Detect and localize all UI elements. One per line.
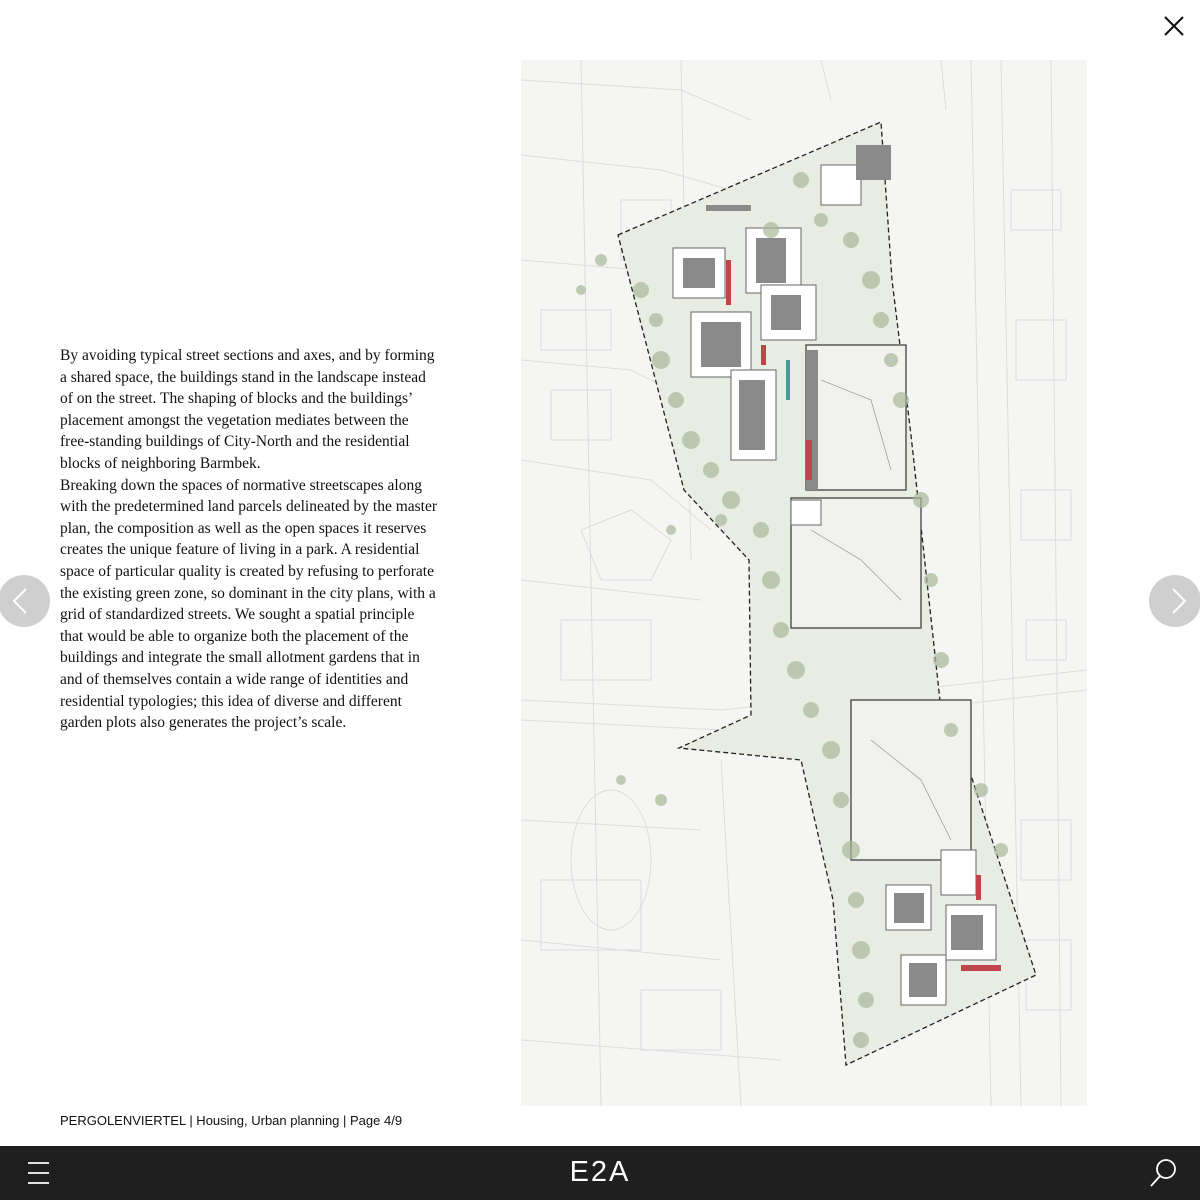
site-plan-image	[521, 60, 1087, 1106]
project-caption: PERGOLENVIERTEL | Housing, Urban planning | Page 4/9	[60, 1113, 403, 1128]
close-icon	[1158, 10, 1190, 42]
search-icon	[1146, 1156, 1180, 1190]
description-paragraph-2: Breaking down the spaces of normative streetscapes along with the predetermined land parcels delineated by the master plan, the composition as well as the open spaces it reserves creates the unique feature of living in a park. A residential space of particular quality is created by refusing to perforate the existing green zone, so dominant in the city plans, with a grid of standardized streets. We sought a spatial principle that would be able to organize both the placement of the buildings and integrate the small allotment gardens that in and of themselves contain a wide range of identities and residential typologies; this idea of diverse and different garden plots also generates the project’s scale.	[60, 476, 438, 732]
previous-image-button[interactable]	[0, 575, 50, 627]
next-image-button[interactable]	[1149, 575, 1200, 627]
chevron-left-icon	[0, 575, 50, 627]
search-button[interactable]	[1146, 1156, 1180, 1190]
footer-bar	[0, 1146, 1200, 1200]
close-button[interactable]	[1158, 10, 1190, 42]
site-logo[interactable]: E2A	[569, 1156, 631, 1188]
description-paragraph-1: By avoiding typical street sections and axes, and by forming a shared space, the buildings stand in the landscape instead of on the street. The shaping of blocks and the buildings’ placement amongst the vegetation mediates between the free-standing buildings of City-North and the residential blocks of neighboring Barmbek.	[60, 347, 435, 472]
chevron-right-icon	[1149, 575, 1200, 627]
project-description	[60, 345, 440, 734]
